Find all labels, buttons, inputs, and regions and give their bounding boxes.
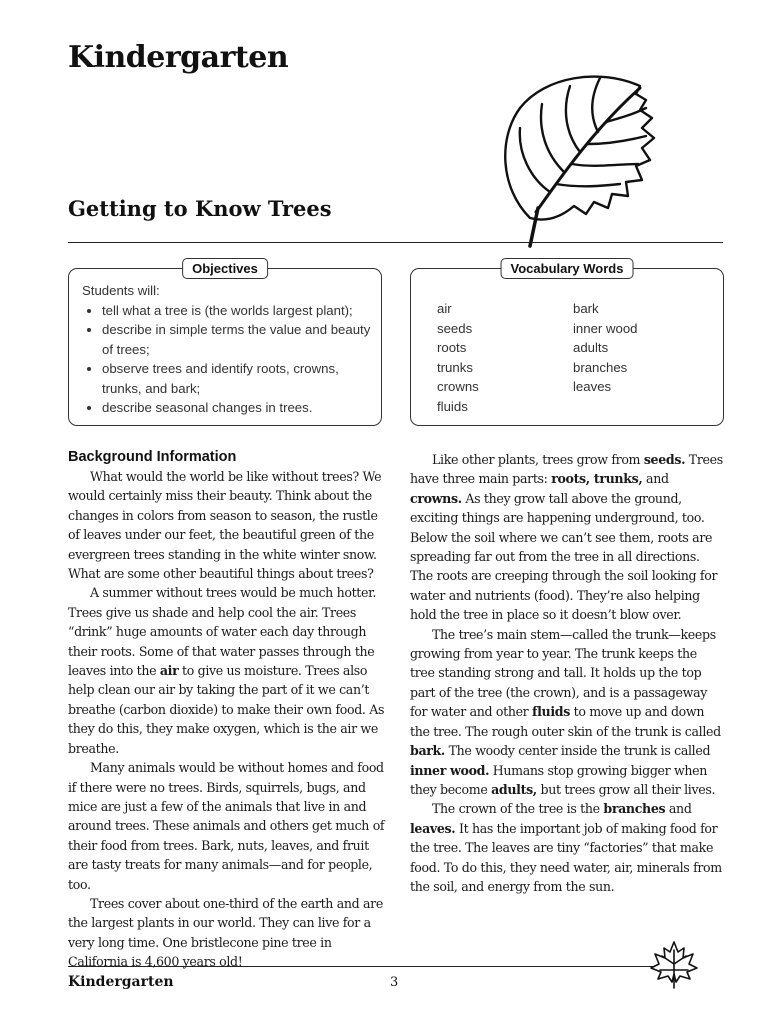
vocabulary-tab: Vocabulary Words bbox=[501, 258, 634, 279]
leaf-icon bbox=[490, 68, 665, 248]
vocab-word: crowns bbox=[437, 379, 479, 394]
maple-leaf-icon bbox=[648, 938, 700, 990]
vocab-word: branches bbox=[573, 359, 628, 375]
vocab-word: fluids bbox=[437, 398, 468, 414]
grade-title: Kindergarten bbox=[68, 40, 289, 75]
keyword-fluids: fluids bbox=[532, 704, 570, 720]
keyword-air: air bbox=[159, 663, 179, 679]
keyword-branches: branches bbox=[603, 801, 666, 817]
vocab-word: seeds bbox=[437, 320, 473, 336]
objectives-tab: Objectives bbox=[182, 258, 268, 279]
background-paragraph-4: Trees cover about one-third of the earth and are the largest plants in our world. They can live for a very long time. One bristlecone pine tree in California is 4,600 years old! bbox=[68, 895, 383, 970]
tree-parts-paragraph-3: The crown of the tree is the branches and leaves. It has the important job of making food for the tree. The leaves are tiny “factories” that make food. To do this, they need water, air, minerals from the soil, and energy from the sun. bbox=[410, 801, 722, 894]
tree-parts-paragraph-2: The tree’s main stem—called the trunk—keeps growing from year to year. The trunk keeps the tree standing strong and tall. It holds up the top part of the tree (the crown), and is a passageway for water and other fluids to move up and down the tree. The rough outer skin of the trunk is called bark. The woody center inside the trunk is called inner wood. Humans stop growing bigger when they become adults, but trees grow all their lives. bbox=[410, 626, 721, 797]
objective-item: • describe seasonal changes in trees. bbox=[102, 398, 373, 418]
footer-divider bbox=[68, 966, 653, 967]
vocab-word: leaves bbox=[573, 379, 612, 394]
objectives-intro: Students will: bbox=[82, 283, 160, 298]
keyword-leaves: leaves. bbox=[410, 820, 456, 836]
vocab-word: inner wood bbox=[573, 320, 638, 336]
page-title: Getting to Know Trees bbox=[68, 196, 332, 221]
tree-parts-column bbox=[410, 450, 724, 896]
vocab-word: bark bbox=[573, 301, 599, 316]
vocab-word: roots bbox=[437, 340, 467, 355]
objective-item: • observe trees and identify roots, crowns, trunks, and bark; bbox=[102, 359, 373, 398]
tree-parts-paragraph-1: Like other plants, trees grow from seeds. Trees have three main parts: roots, trunks, and crowns. As they grow tall above the ground, exciting things are happening underground, too. Below the soil where we can’t see them, roots are spreading far out from the tree in all directions. The roots are creeping through the soil looking for water and nutrients (food). They’re also helping hold the tree in place so it doesn’t blow over. bbox=[410, 452, 723, 623]
top-divider bbox=[68, 242, 723, 243]
vocab-word: trunks bbox=[437, 359, 473, 375]
vocabulary-list-left bbox=[437, 299, 479, 416]
objective-item: • tell what a tree is (the worlds largest plant); bbox=[102, 301, 373, 321]
vocabulary-list-right bbox=[573, 299, 638, 397]
vocabulary-box bbox=[410, 261, 724, 426]
objectives-box bbox=[68, 261, 382, 426]
objective-item: • describe in simple terms the value and beauty of trees; bbox=[102, 320, 373, 359]
background-column bbox=[68, 448, 390, 972]
background-heading: Background Information bbox=[68, 449, 237, 465]
background-paragraph-1: What would the world be like without trees? We would certainly miss their beauty. Think about the changes in colors from season to season, the rustle of leaves under our feet, the beautiful green of the evergreen trees standing in the white winter snow. What are some other beautiful things about trees? bbox=[68, 469, 382, 582]
keyword-crowns: crowns. bbox=[410, 490, 462, 506]
keyword-adults: adults, bbox=[491, 781, 537, 797]
objectives-list bbox=[82, 301, 373, 418]
keyword-inner-wood: inner wood. bbox=[410, 762, 490, 778]
objectives-body bbox=[82, 281, 373, 418]
keyword-bark: bark. bbox=[410, 743, 445, 759]
background-paragraph-2: A summer without trees would be much hotter. Trees give us shade and help cool the air. Trees “drink” huge amounts of water each day through their roots. Some of that water passes through the leaves into the air to give us moisture. Trees also help clean our air by taking the part of it we can’t breathe (carbon dioxide) to make their own food. As they do this, they make oxygen, which is the air we breathe. bbox=[68, 585, 385, 756]
keyword-roots-trunks: roots, trunks, bbox=[551, 471, 643, 487]
vocab-word: adults bbox=[573, 340, 609, 355]
background-paragraph-3: Many animals would be without homes and food if there were no trees. Birds, squirrels, bugs, and mice are just a few of the animals that live in and around trees. These animals and others get much of their food from trees. Bark, nuts, leaves, and fruit are tasty treats for many animals—and for people, too. bbox=[68, 760, 385, 892]
footer-label: Kindergarten bbox=[68, 974, 174, 990]
page-number: 3 bbox=[390, 975, 399, 990]
vocab-word: air bbox=[437, 301, 452, 316]
keyword-seeds: seeds. bbox=[643, 452, 686, 467]
